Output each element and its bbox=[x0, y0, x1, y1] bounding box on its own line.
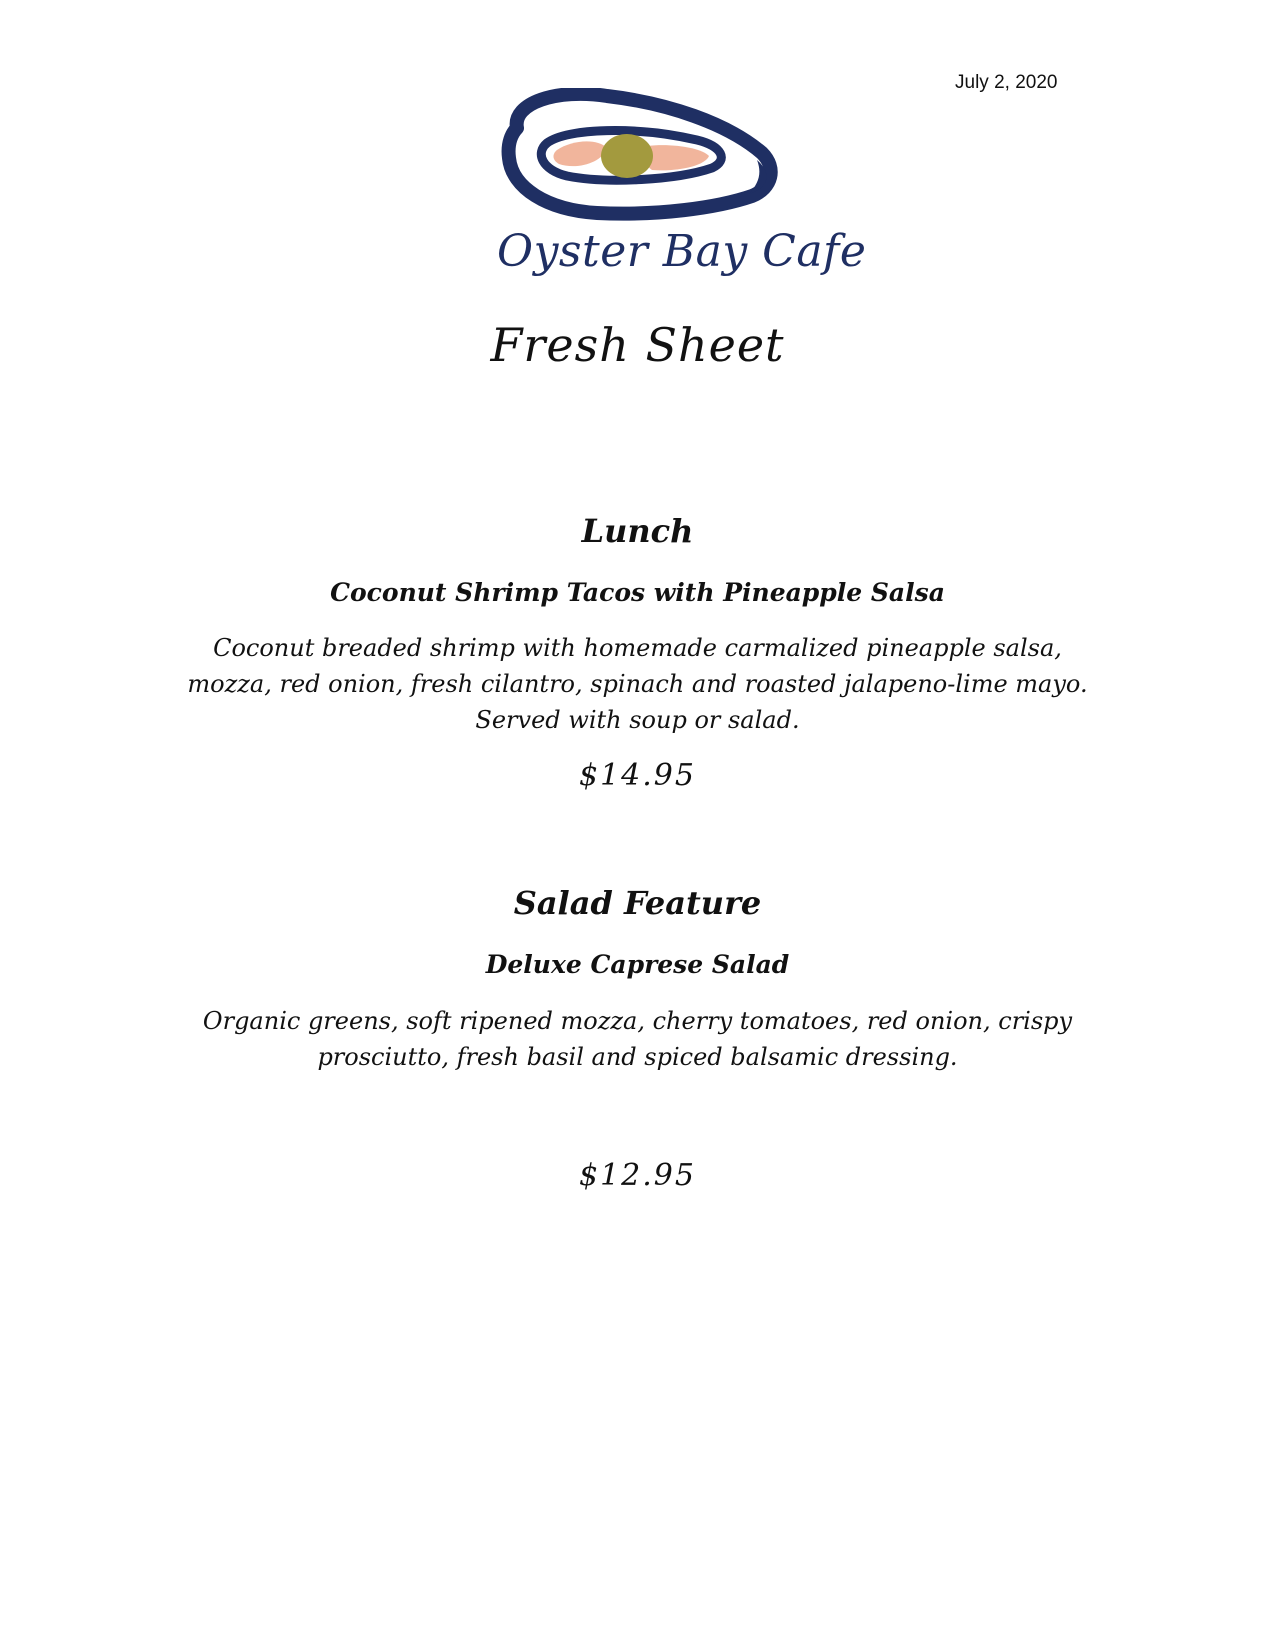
salad-item-description: Organic greens, soft ripened mozza, cherry tomatoes, red onion, crispy prosciutto, fresh basil and spiced balsamic dressing. bbox=[202, 1007, 1073, 1071]
salad-feature-heading: Salad Feature bbox=[513, 884, 762, 922]
page-title: Fresh Sheet bbox=[490, 318, 785, 372]
lunch-item-description: Coconut breaded shrimp with homemade carmalized pineapple salsa, mozza, red onion, fresh cilantro, spinach and roasted jalapeno-lime mayo. Served with soup or salad. bbox=[187, 634, 1088, 734]
salad-item-name: Deluxe Caprese Salad bbox=[485, 950, 790, 979]
oyster-shell-icon bbox=[497, 88, 787, 228]
lunch-item-price: $14.95 bbox=[579, 758, 696, 793]
oyster-bay-cafe-logo bbox=[497, 88, 867, 298]
lunch-item-name: Coconut Shrimp Tacos with Pineapple Salsa bbox=[330, 578, 945, 607]
lunch-heading: Lunch bbox=[581, 512, 694, 550]
menu-date: July 2, 2020 bbox=[955, 72, 1058, 93]
salad-item-price: $12.95 bbox=[579, 1158, 696, 1193]
logo-wordmark: Oyster Bay Cafe bbox=[497, 226, 867, 277]
